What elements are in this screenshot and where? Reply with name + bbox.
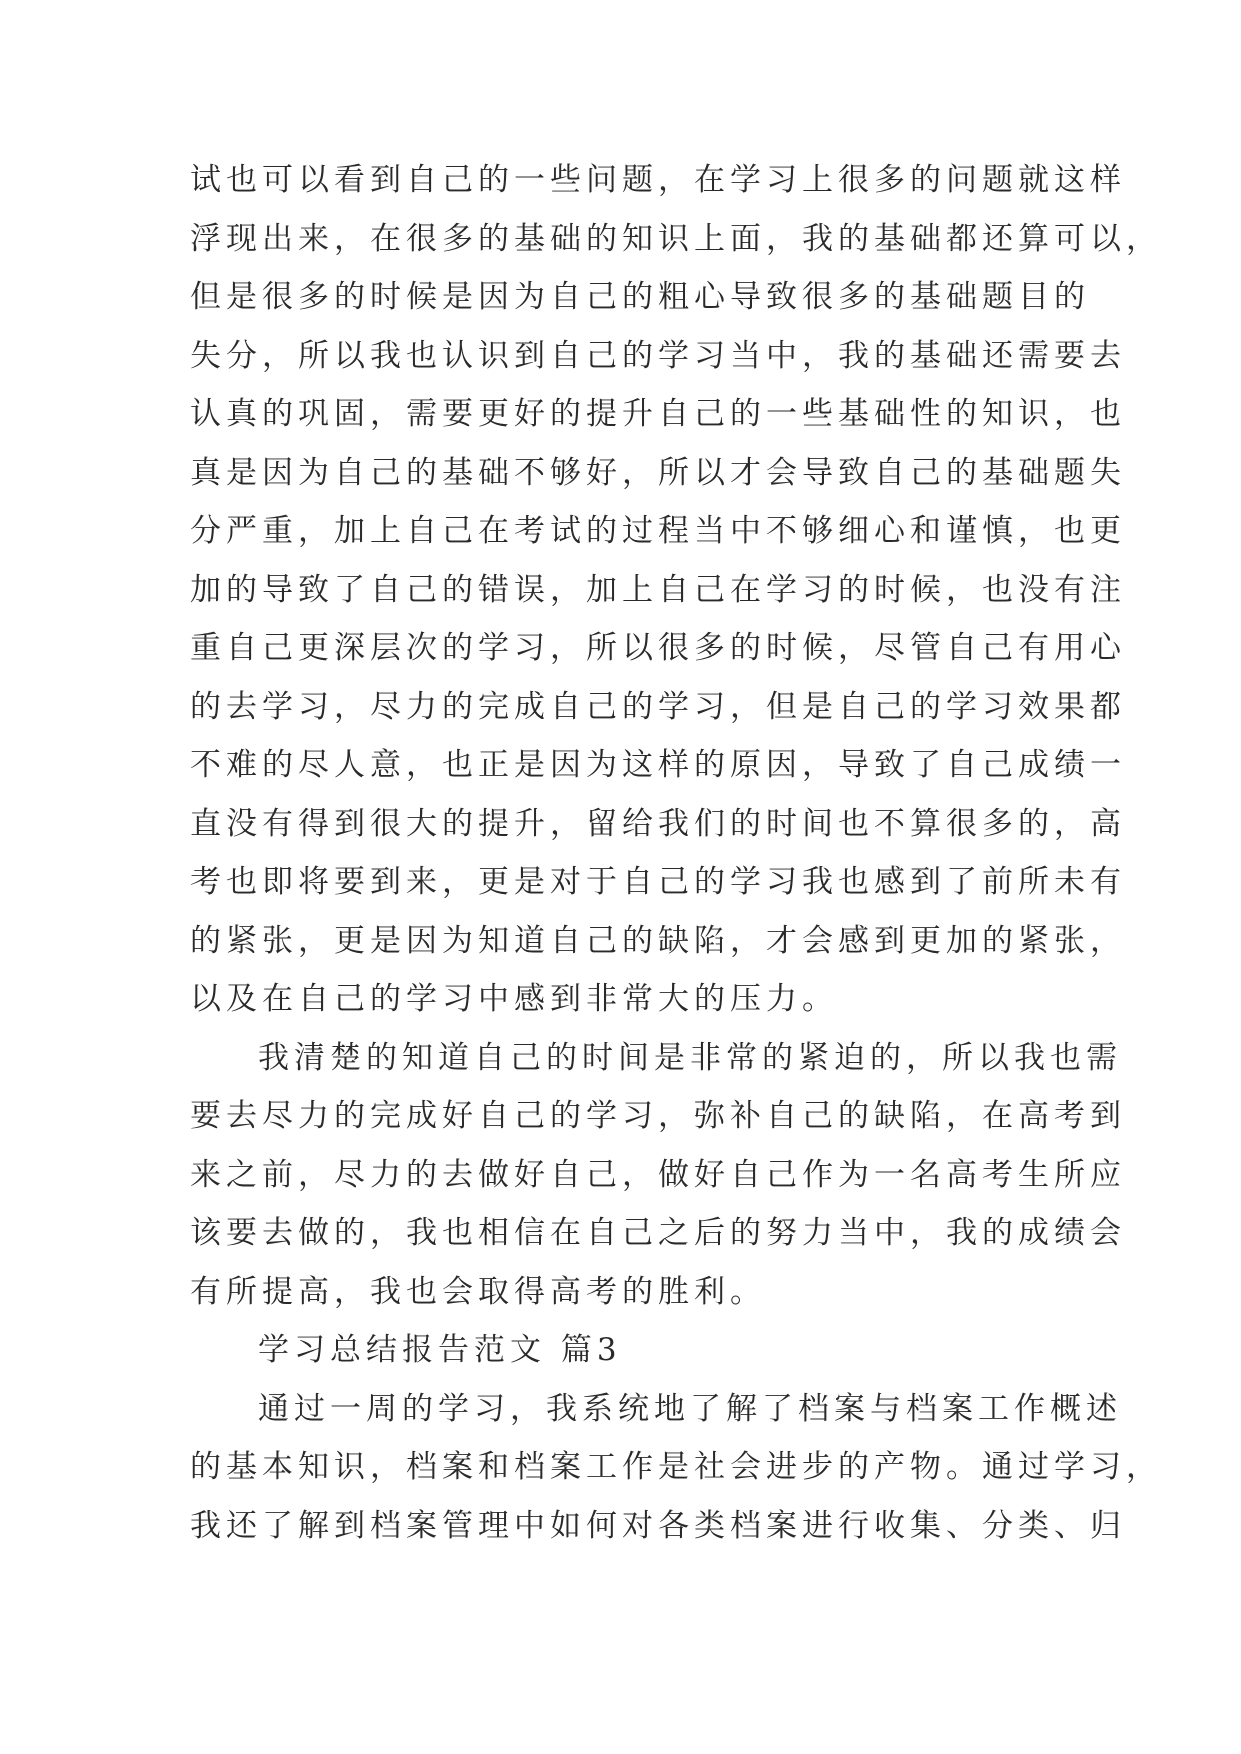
text-line: 的去学习，尽力的完成自己的学习，但是自己的学习效果都 [190,688,1126,725]
text-line: 的紧张，更是因为知道自己的缺陷，才会感到更加的紧张， [190,922,1126,959]
body-text [190,160,1162,1564]
text-line: 加的导致了自己的错误，加上自己在学习的时候，也没有注 [190,571,1126,608]
text-line: 重自己更深层次的学习，所以很多的时候，尽管自己有用心 [190,630,1126,666]
text-line: 试也可以看到自己的一些问题，在学习上很多的问题就这样 [190,162,1126,198]
section-heading: 学习总结报告范文 篇3 [258,1332,622,1368]
text-line: 认真的巩固，需要更好的提升自己的一些基础性的知识，也 [190,396,1126,432]
text-line: 我还了解到档案管理中如何对各类档案进行收集、分类、归 [190,1507,1126,1544]
text-line: 真是因为自己的基础不够好，所以才会导致自己的基础题失 [190,454,1126,491]
text-line: 直没有得到很大的提升，留给我们的时间也不算很多的，高 [190,805,1126,842]
paragraph-first-line: 我清楚的知道自己的时间是非常的紧迫的，所以我也需 [258,1039,1122,1076]
text-line: 来之前，尽力的去做好自己，做好自己作为一名高考生所应 [190,1156,1126,1193]
text-line: 有所提高，我也会取得高考的胜利。 [190,1273,766,1310]
text-line: 不难的尽人意，也正是因为这样的原因，导致了自己成绩一 [190,747,1126,783]
text-line: 以及在自己的学习中感到非常大的压力。 [190,981,838,1017]
text-line: 但是很多的时候是因为自己的粗心导致很多的基础题目的 [190,279,1090,315]
text-line: 浮现出来，在很多的基础的知识上面，我的基础都还算可以， [190,220,1162,257]
text-line: 分严重，加上自己在考试的过程当中不够细心和谨慎，也更 [190,513,1126,549]
text-line: 失分，所以我也认识到自己的学习当中，我的基础还需要去 [190,337,1126,374]
paragraph-first-line: 通过一周的学习，我系统地了解了档案与档案工作概述 [258,1390,1122,1427]
text-line: 的基本知识，档案和档案工作是社会进步的产物。通过学习， [190,1449,1162,1485]
text-line: 该要去做的，我也相信在自己之后的努力当中，我的成绩会 [190,1215,1126,1251]
text-line: 要去尽力的完成好自己的学习，弥补自己的缺陷，在高考到 [190,1098,1126,1134]
text-line: 考也即将要到来，更是对于自己的学习我也感到了前所未有 [190,864,1126,900]
